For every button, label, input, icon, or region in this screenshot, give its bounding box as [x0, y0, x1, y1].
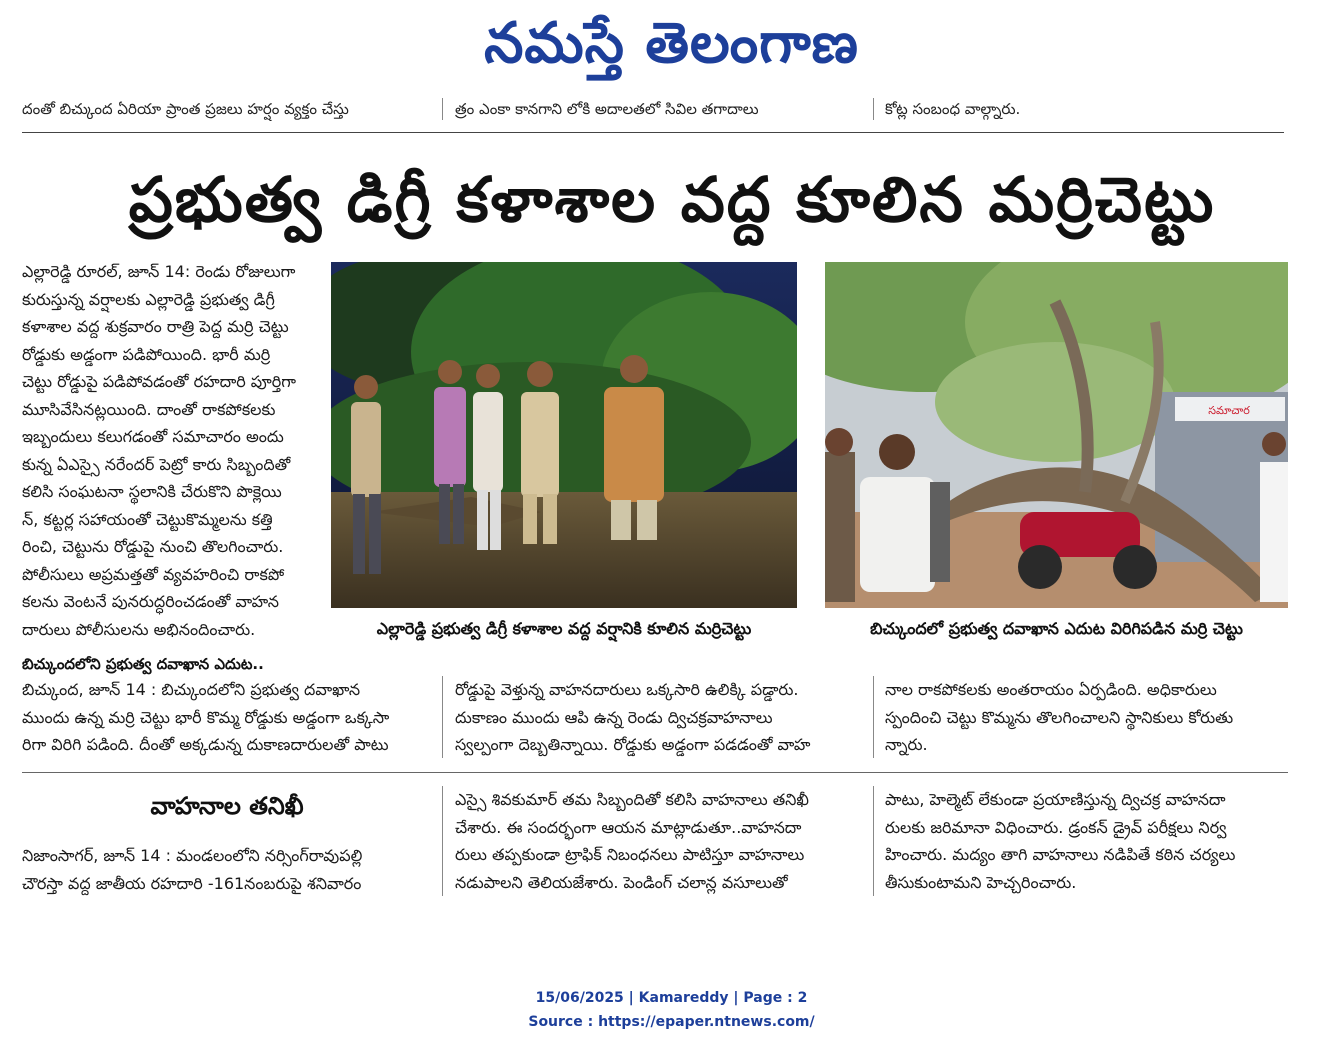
- story-body: నాల రాకపోకలకు అంతరాయం ఏర్పడింది. అధికారులు స్పందించి చెట్టు కొమ్మను తొలగించాలని స్థానికులు కోరుతు న్నారు.: [885, 680, 1234, 754]
- news-photo-day: [825, 262, 1288, 608]
- story-body: ఎస్సై శివకుమార్ తమ సిబ్బందితో కలిసి వాహనాలు తనిఖీ చేశారు. ఈ సందర్భంగా ఆయన మాట్లాడుతూ..వాహనదా రులు తప్పకుండా ట్రాఫిక్ నిబంధనలు పాటిస్తూ వాహనాలు నడుపాలని తెలియజేశారు. పెండింగ్ చలాన్ల వసూలుతో: [455, 790, 809, 892]
- story-body: ఎల్లారెడ్డి రూరల్, జూన్ 14: రెండు రోజులుగా కురుస్తున్న వర్షాలకు ఎల్లారెడ్డి ప్రభుత్వ డిగ్రీ కళాశాల వద్ద శుక్రవారం రాత్రి పెద్ద మర్రి చెట్టు రోడ్డుకు అడ్డంగా పడిపోయింది. భారీ మర్రి చెట్టు రోడ్డుపై పడిపోవడంతో రహదారి పూర్తిగా మూసివేసినట్లయింది. దాంతో రాకపోకలకు ఇబ్బందులు కలుగడంతో సమాచారం అందు కున్న ఏఎస్సై నరేందర్ పెట్రో కారు సిబ్బందితో కలిసి సంఘటనా స్థలానికి చేరుకొని పొక్లెయి న్, కట్టర్ల సహాయంతో చెట్టుకొమ్మలను కత్తి రించి, చెట్టును రోడ్డుపై నుంచి తొలగించారు. పోలీసులు అప్రమత్తతో వ్యవహరించి రాకపో కలను వెంటనే పునరుద్ధరించడంతో వాహన దారులు పోలీసులను అభినందించారు.: [22, 262, 296, 639]
- story-subhead: బిచ్కుందలోని ప్రభుత్వ దవాఖాన ఎదుట..: [22, 655, 264, 673]
- ticker-item: దంతో బిచ్కుంద ఏరియా ప్రాంత ప్రజలు హర్షం వ్యక్తం చేస్తు: [22, 100, 349, 118]
- headline: ప్రభుత్వ డిగ్రీ కళాశాల వద్ద కూలిన మర్రిచెట్టు: [128, 163, 1216, 236]
- story-body: పాటు, హెల్మెట్ లేకుండా ప్రయాణిస్తున్న ద్విచక్ర వాహనదా రులకు జరిమానా విధించారు. డ్రంకన్ డ్రైవ్ పరీక్షలు నిర్వ హించారు. మద్యం తాగి వాహనాలు నడిపితే కఠిన చర్యలు తీసుకుంటామని హెచ్చరించారు.: [885, 790, 1236, 892]
- divider: [22, 132, 1284, 133]
- masthead-title: నమస్తే తెలంగాణ: [484, 11, 859, 76]
- news-photo-night: [331, 262, 797, 608]
- footer-date-line: 15/06/2025 | Kamareddy | Page : 2: [535, 990, 808, 1006]
- divider: [22, 772, 1288, 773]
- ticker-item: కోట్ల సంబంధ వాల్గ్నారు.: [885, 100, 1021, 118]
- story-body: రోడ్డుపై వెళ్తున్న వాహనదారులు ఒక్కసారి ఉలిక్కి పడ్డారు. దుకాణం ముందు ఆపి ఉన్న రెండు ద్విచక్రవాహనాలు స్వల్పంగా దెబ్బతిన్నాయి. రోడ్డుకు అడ్డంగా పడడంతో వాహ: [455, 680, 811, 754]
- photo-caption: బిచ్కుందలో ప్రభుత్వ దవాఖాన ఎదుట విరిగిపడిన మర్రి చెట్టు: [870, 619, 1243, 638]
- column-divider: [873, 98, 874, 120]
- column-divider: [442, 786, 443, 896]
- story-body: నిజాంసాగర్, జూన్ 14 : మండలంలోని నర్సింగ్‌రావుపల్లి చౌరస్తా వద్ద జాతీయ రహదారి -161నంబరుపై శనివారం: [22, 846, 363, 893]
- column-divider: [873, 676, 874, 758]
- column-divider: [442, 98, 443, 120]
- section-title: వాహనాల తనిఖీ: [150, 792, 304, 820]
- ticker-item: త్రం ఎంకా కానగాని లోకి అదాలతలో సివిల తగాదాలు: [455, 100, 759, 118]
- column-divider: [873, 786, 874, 896]
- footer-source-line: Source : https://epaper.ntnews.com/: [528, 1014, 815, 1030]
- photo-caption: ఎల్లారెడ్డి ప్రభుత్వ డిగ్రీ కళాశాల వద్ద వర్షానికి కూలిన మర్రిచెట్టు: [376, 619, 752, 638]
- column-divider: [442, 676, 443, 758]
- story-body: బిచ్కుంద, జూన్ 14 : బిచ్కుందలోని ప్రభుత్వ దవాఖాన ముందు ఉన్న మర్రి చెట్టు భారీ కొమ్మ రోడ్డుకు అడ్డంగా ఒక్కసా రిగా విరిగి పడింది. దీంతో అక్కడున్న దుకాణదారులతో పాటు: [22, 680, 390, 754]
- shop-sign-text: సమాచార: [1208, 404, 1250, 417]
